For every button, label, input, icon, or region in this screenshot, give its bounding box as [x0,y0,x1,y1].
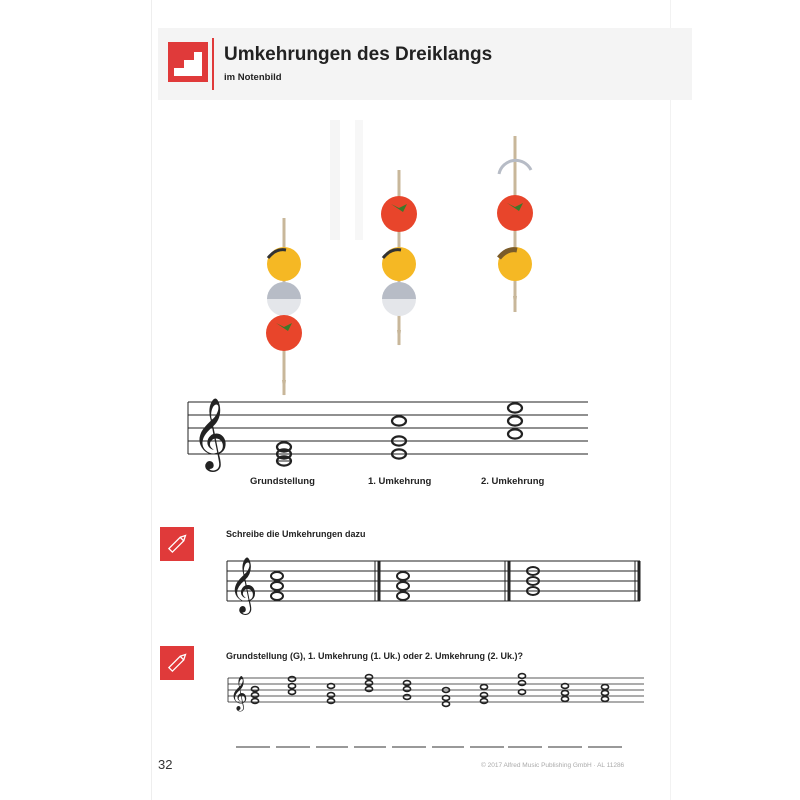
treble-clef-icon [192,396,229,472]
svg-text:𝄞: 𝄞 [230,676,248,711]
page-subtitle: im Notenbild [224,72,282,83]
exercise1-chord-g [397,572,409,600]
skewer-1-umkehrung [381,170,417,346]
label-2-umkehrung: 2. Umkehrung [481,476,545,487]
yellow-pepper [382,247,416,281]
chord-1-umkehrung [392,416,406,458]
treble-clef-icon [229,557,257,615]
exercise1-chord-f [271,572,283,600]
svg-text:𝄞: 𝄞 [192,396,229,469]
page-number: 32 [158,757,173,772]
pencil-icon [160,646,194,680]
tomato [497,195,533,231]
label-1-umkehrung: 1. Umkehrung [368,476,432,487]
yellow-pepper [498,247,532,281]
exercise2-instruction: Grundstellung (G), 1. Umkehrung (1. Uk.) oder 2. Umkehrung (2. Uk.)? [226,651,524,661]
exercise1-staff [227,561,640,601]
skewer-grundstellung [266,218,302,396]
chord-2-umkehrung [508,403,522,438]
tomato [266,315,302,351]
mozzarella [382,282,416,316]
skewer-2-umkehrung [497,136,533,312]
copyright-notice: © 2017 Alfred Music Publishing GmbH · AL 11286 [481,762,625,769]
main-staff [188,402,588,454]
tomato [381,196,417,232]
mozzarella [267,282,301,316]
page-title: Umkehrungen des Dreiklangs [224,44,493,65]
yellow-pepper [267,247,301,281]
label-grundstellung: Grundstellung [250,476,315,487]
treble-clef-icon [230,676,248,712]
pencil-icon [160,527,194,561]
svg-text:𝄞: 𝄞 [229,557,258,613]
exercise1-instruction: Schreibe die Umkehrungen dazu [226,529,366,539]
